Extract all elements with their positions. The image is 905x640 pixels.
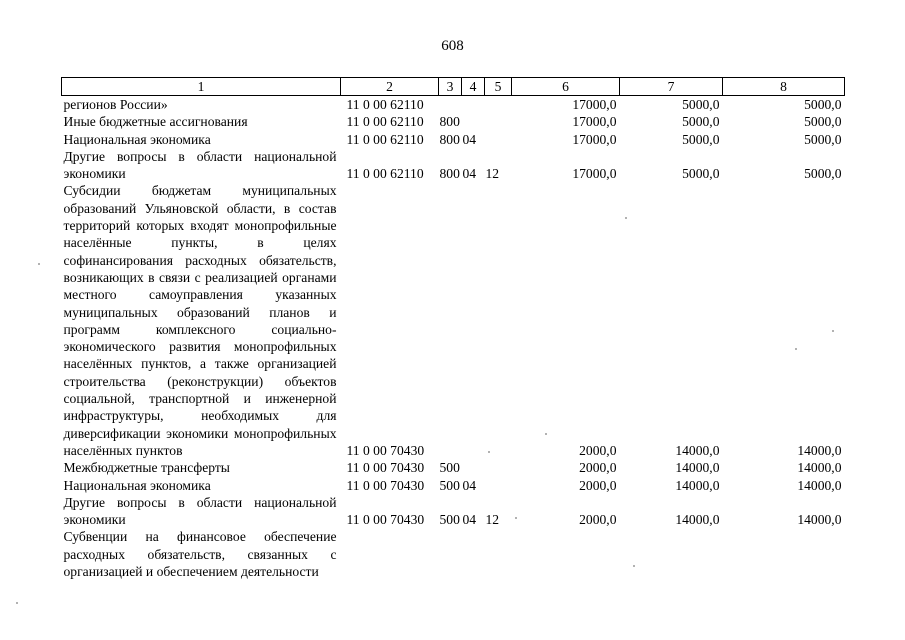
row-name: Субсидии бюджетам муниципальных образований Ульяновской области, в состав территорий которых входят монопрофильные населённые пункты, в целях софинансирования расходных обязательств, возникающих в связи с реализацией органами местного самоуправления указанных муниципальных образований планов и программ комплексного социально-экономического развития монопрофильных населённых пунктов, а также организацией строительства (реконструкции) объектов социальной, транспортной и инженерной инфраструктуры, необходимых для диверсификации экономики монопрофильных населённых пунктов bbox=[63, 183, 337, 458]
row-col-3: 800 bbox=[439, 131, 460, 147]
row-col-4: 04 bbox=[462, 512, 477, 528]
row-col-3 bbox=[439, 182, 462, 459]
scan-speck bbox=[38, 263, 40, 265]
row-name: регионов России» bbox=[63, 97, 168, 112]
row-col-4: 04 bbox=[462, 131, 477, 147]
row-code: 11 0 00 70430 bbox=[346, 512, 425, 528]
header-col-3: 3 bbox=[439, 78, 462, 96]
header-row bbox=[62, 78, 845, 96]
row-col-4 bbox=[462, 113, 485, 130]
row-col-3: 800 bbox=[439, 166, 460, 182]
header-col-1: 1 bbox=[62, 78, 341, 96]
row-col-5 bbox=[485, 113, 512, 130]
scan-speck bbox=[545, 433, 547, 435]
row-value-8: 5000,0 bbox=[804, 97, 842, 112]
row-value-8: 14000,0 bbox=[797, 442, 842, 458]
row-value-7: 14000,0 bbox=[675, 477, 720, 493]
row-value-7: 5000,0 bbox=[682, 166, 720, 182]
row-col-3 bbox=[439, 96, 462, 114]
row-value-6: 17000,0 bbox=[572, 131, 617, 147]
table-row bbox=[62, 96, 845, 114]
table-row bbox=[62, 494, 845, 529]
row-col-4 bbox=[462, 528, 485, 580]
row-value-8: 5000,0 bbox=[804, 131, 842, 147]
row-value-6 bbox=[512, 528, 620, 580]
table-row bbox=[62, 131, 845, 148]
row-value-6: 2000,0 bbox=[579, 460, 617, 476]
row-value-6: 17000,0 bbox=[572, 114, 617, 130]
row-value-7: 5000,0 bbox=[682, 114, 720, 130]
header-col-7: 7 bbox=[620, 78, 723, 96]
row-value-6: 2000,0 bbox=[579, 477, 617, 493]
row-value-8: 5000,0 bbox=[804, 114, 842, 130]
page-number: 608 bbox=[441, 38, 464, 54]
row-col-5 bbox=[485, 477, 512, 494]
table-row bbox=[62, 148, 845, 183]
scan-speck bbox=[16, 602, 18, 604]
row-value-7 bbox=[620, 528, 723, 580]
table-row bbox=[62, 113, 845, 130]
row-code: 11 0 00 62110 bbox=[346, 166, 424, 182]
row-col-3 bbox=[439, 528, 462, 580]
row-name: Национальная экономика bbox=[63, 131, 211, 147]
row-col-4 bbox=[462, 96, 485, 114]
row-value-8: 5000,0 bbox=[804, 166, 842, 182]
row-col-3: 800 bbox=[439, 114, 460, 130]
row-col-3: 500 bbox=[439, 460, 460, 476]
row-value-8: 14000,0 bbox=[797, 512, 842, 528]
row-code: 11 0 00 70430 bbox=[346, 477, 425, 493]
row-col-3: 500 bbox=[439, 477, 460, 493]
row-col-5 bbox=[485, 528, 512, 580]
row-code bbox=[341, 528, 439, 580]
row-col-4 bbox=[462, 459, 485, 476]
row-col-5 bbox=[485, 182, 512, 459]
header-col-4: 4 bbox=[462, 78, 485, 96]
header-col-2: 2 bbox=[341, 78, 439, 96]
header-col-6: 6 bbox=[512, 78, 620, 96]
row-code: 11 0 00 70430 bbox=[346, 460, 425, 476]
header-col-8: 8 bbox=[723, 78, 845, 96]
row-name: Другие вопросы в области национальной экономики bbox=[63, 494, 337, 528]
row-value-8: 14000,0 bbox=[797, 460, 842, 476]
scan-speck bbox=[488, 451, 490, 453]
row-col-5: 12 bbox=[485, 512, 500, 528]
scan-speck bbox=[625, 217, 627, 219]
row-col-4: 04 bbox=[462, 477, 477, 493]
scan-speck bbox=[515, 517, 517, 519]
row-value-6: 17000,0 bbox=[572, 97, 617, 112]
table-row bbox=[62, 459, 845, 476]
row-col-4: 04 bbox=[462, 166, 477, 182]
row-value-8: 14000,0 bbox=[797, 477, 842, 493]
row-name: Межбюджетные трансферты bbox=[63, 460, 230, 476]
table-row bbox=[62, 182, 845, 459]
row-name: Иные бюджетные ассигнования bbox=[63, 114, 248, 130]
row-col-5 bbox=[485, 131, 512, 148]
scan-speck bbox=[633, 565, 635, 567]
row-value-6: 2000,0 bbox=[579, 512, 617, 528]
row-value-6: 2000,0 bbox=[579, 442, 617, 458]
header-col-5: 5 bbox=[485, 78, 512, 96]
row-code: 11 0 00 62110 bbox=[346, 97, 424, 112]
table-body bbox=[62, 96, 845, 581]
row-col-5: 12 bbox=[485, 166, 500, 182]
row-code: 11 0 00 70430 bbox=[346, 442, 425, 458]
row-value-7: 14000,0 bbox=[675, 442, 720, 458]
row-value-6: 17000,0 bbox=[572, 166, 617, 182]
row-value-8 bbox=[723, 528, 845, 580]
table-header bbox=[62, 78, 845, 96]
row-name: Другие вопросы в области национальной экономики bbox=[63, 148, 337, 182]
row-col-5 bbox=[485, 459, 512, 476]
row-col-5 bbox=[485, 96, 512, 114]
budget-table bbox=[61, 77, 845, 580]
scan-speck bbox=[795, 348, 797, 350]
table-row bbox=[62, 528, 845, 580]
row-value-7: 5000,0 bbox=[682, 97, 720, 112]
row-value-7: 14000,0 bbox=[675, 512, 720, 528]
row-code: 11 0 00 62110 bbox=[346, 114, 424, 130]
row-name: Субвенции на финансовое обеспечение расходных обязательств, связанных с организацией и обеспечением деятельности bbox=[63, 529, 337, 580]
row-value-7: 5000,0 bbox=[682, 131, 720, 147]
scan-speck bbox=[832, 330, 834, 332]
row-col-4 bbox=[462, 182, 485, 459]
row-value-7: 14000,0 bbox=[675, 460, 720, 476]
row-code: 11 0 00 62110 bbox=[346, 131, 424, 147]
table-row bbox=[62, 477, 845, 494]
row-name: Национальная экономика bbox=[63, 477, 211, 493]
row-col-3: 500 bbox=[439, 512, 460, 528]
